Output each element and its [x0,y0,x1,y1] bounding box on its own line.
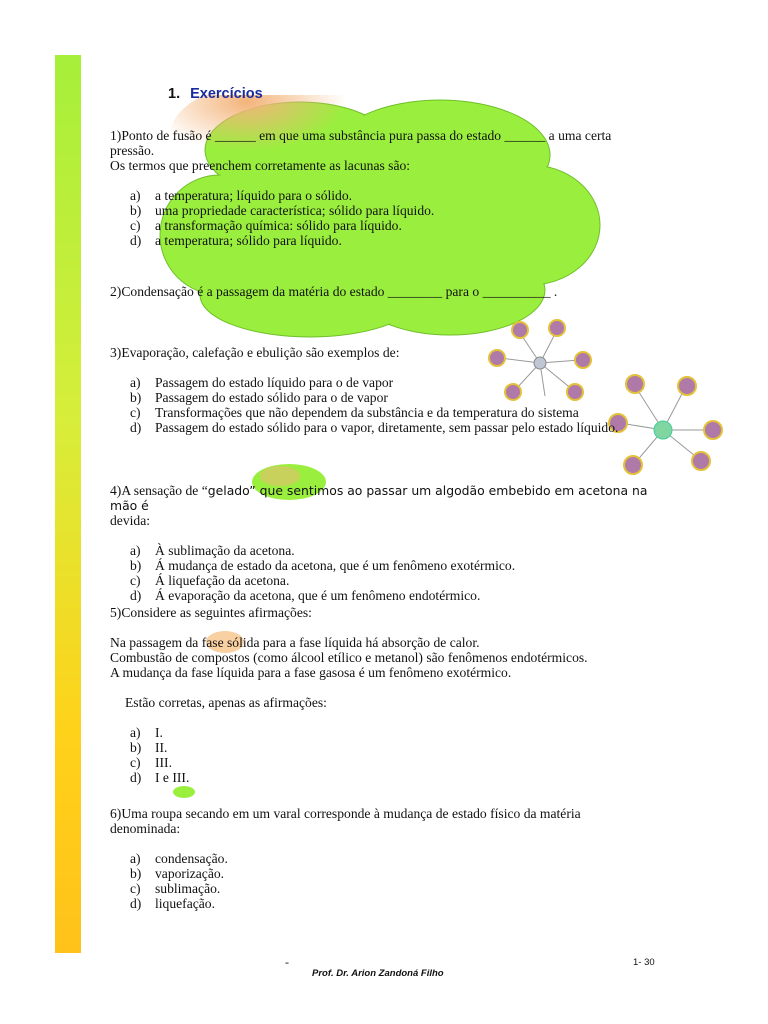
footer-page-number: 1- 30 [633,957,655,968]
q6-stem-line2: denominada: [110,821,181,836]
question-2 [110,284,650,299]
q2-stem: 2)Condensação é a passagem da matéria do estado ________ para o __________ . [110,284,558,299]
q5-option: c) III. [130,755,172,770]
q4-stem-line2: devida: [110,513,151,528]
q5-statement: Na passagem da fase sólida para a fase líquida há absorção de calor. [110,635,480,650]
q1-option: d) a temperatura; sólido para líquido. [130,233,342,248]
q5-option: b) II. [130,740,168,755]
q3-option: c) Transformações que não dependem da substância e da temperatura do sistema [130,405,579,420]
section-heading [168,86,263,102]
q1-stem-line1: 1)Ponto de fusão é ______ em que uma substância pura passa do estado ______ a uma certa [110,128,612,143]
q3-stem: 3)Evaporação, calefação e ebulição são exemplos de: [110,345,400,360]
q6-stem-line1: 6)Uma roupa secando em um varal corresponde à mudança de estado físico da matéria [110,806,581,821]
q1-stem-line2: pressão. [110,143,155,158]
q4-option: c) Á liquefação da acetona. [130,573,290,588]
q1-option: c) a transformação química: sólido para líquido. [130,218,402,233]
heading-number: 1. [168,86,181,102]
q4-stem-line1: 4)A sensação de “gelado” que sentimos ao passar um algodão embebido em acetona na mão é [110,483,648,513]
q4-option: a) À sublimação da acetona. [130,543,295,558]
q5-statements [110,635,650,680]
q6-option: b) vaporização. [130,866,225,881]
q6-option: a) condensação. [130,851,228,866]
q1-stem-line3: Os termos que preenchem corretamente as lacunas são: [110,158,411,173]
q5-stem: 5)Considere as seguintes afirmações: [110,605,312,620]
question-5 [110,605,650,785]
question-4 [110,483,650,603]
q3-option: d) Passagem do estado sólido para o vapor, diretamente, sem passar pelo estado líquido. [130,420,619,435]
q6-option: d) liquefação. [130,896,216,911]
q1-option: b) uma propriedade característica; sólido para líquido. [130,203,435,218]
footer-dash: - [285,955,289,969]
footer-author: Prof. Dr. Arion Zandoná Filho [312,968,444,979]
question-6 [110,806,650,911]
q4-option: b) Á mudança de estado da acetona, que é um fenômeno exotérmico. [130,558,516,573]
question-1 [110,128,650,248]
q3-options [110,375,650,435]
q6-option: c) sublimação. [130,881,221,896]
small-green-dot-icon [172,785,196,799]
q5-options [110,725,650,785]
q6-options [110,851,650,911]
decorative-side-bar [55,55,81,953]
q1-options [110,188,650,248]
q5-prompt: Estão corretas, apenas as afirmações: [125,695,327,710]
q5-statement: Combustão de compostos (como álcool etílico e metanol) são fenômenos endotérmicos. [110,650,588,665]
question-3 [110,345,650,435]
q5-option: a) I. [130,725,163,740]
q4-option: d) Á evaporação da acetona, que é um fenômeno endotérmico. [130,588,481,603]
q5-option: d) I e III. [130,770,190,785]
q1-option: a) a temperatura; líquido para o sólido. [130,188,353,203]
q3-option: b) Passagem do estado sólido para o de vapor [130,390,388,405]
q5-statement: A mudança da fase líquida para a fase gasosa é um fenômeno exotérmico. [110,665,512,680]
q3-option: a) Passagem do estado líquido para o de vapor [130,375,394,390]
q4-options [110,543,650,603]
heading-title: Exercícios [190,86,263,102]
